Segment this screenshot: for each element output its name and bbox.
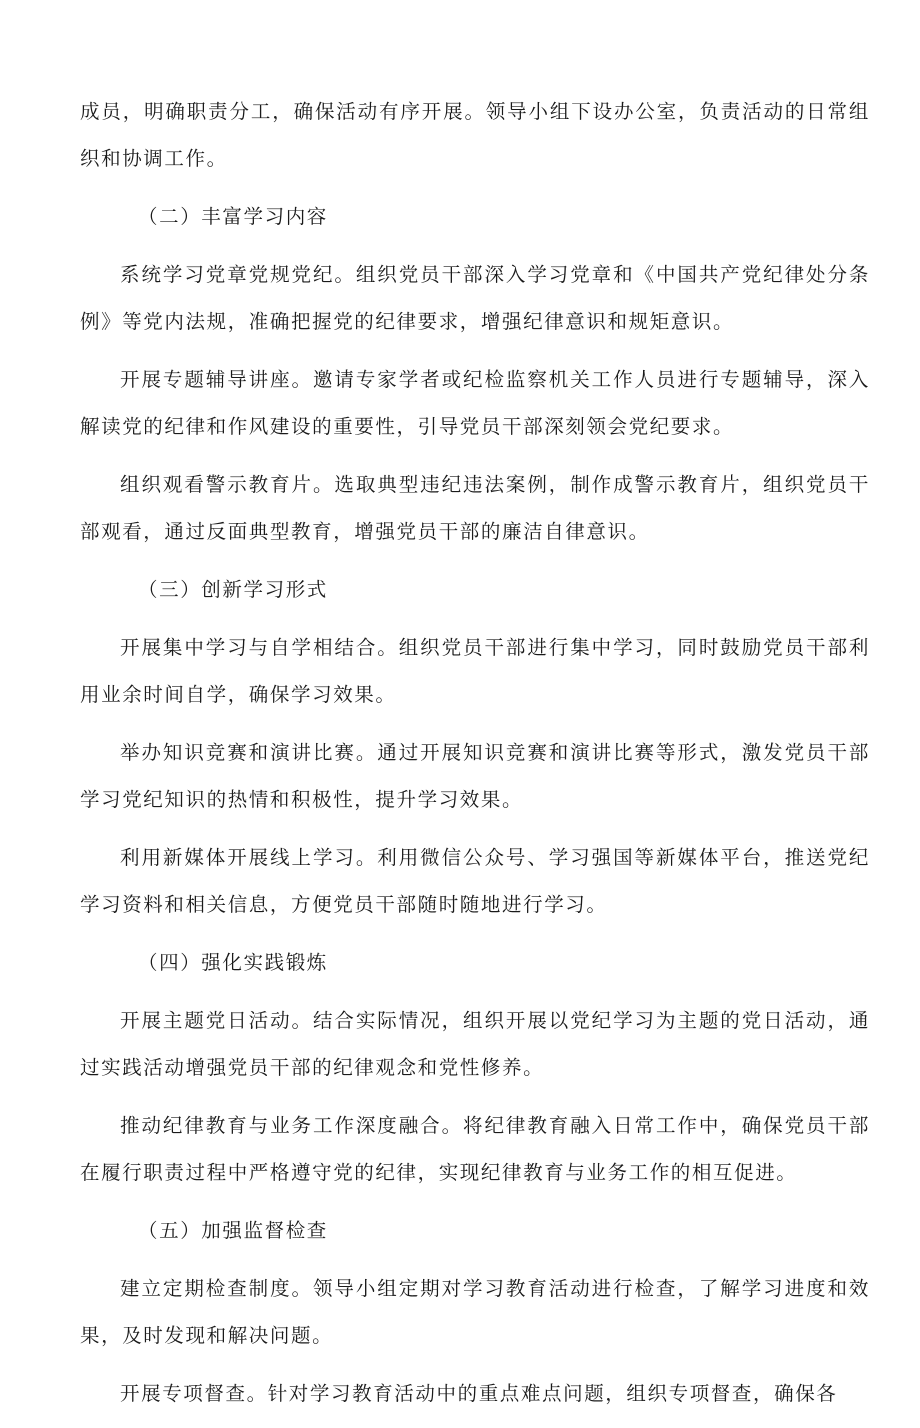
- section-heading-2: （二）丰富学习内容: [138, 205, 328, 228]
- paragraph: 开展专项督查。针对学习教育活动中的重点难点问题，组织专项督查，确保各: [120, 1382, 838, 1405]
- paragraph: 开展专题辅导讲座。邀请专家学者或纪检监察机关工作人员进行专题辅导，深入解读党的纪律和作风建设的重要性，引导党员干部深刻领会党纪要求。: [80, 368, 870, 438]
- paragraph: 系统学习党章党规党纪。组织党员干部深入学习党章和《中国共产党纪律处分条例》等党内法规，准确把握党的纪律要求，增强纪律意识和规矩意识。: [80, 263, 870, 333]
- document-body: [80, 88, 870, 1428]
- section-heading-3: （三）创新学习形式: [138, 578, 328, 601]
- section-heading-5: （五）加强监督检查: [138, 1219, 328, 1242]
- paragraph: 举办知识竞赛和演讲比赛。通过开展知识竞赛和演讲比赛等形式，激发党员干部学习党纪知识的热情和积极性，提升学习效果。: [80, 741, 870, 811]
- paragraph: 开展主题党日活动。结合实际情况，组织开展以党纪学习为主题的党日活动，通过实践活动增强党员干部的纪律观念和党性修养。: [80, 1009, 870, 1079]
- paragraph: 组织观看警示教育片。选取典型违纪违法案例，制作成警示教育片，组织党员干部观看，通过反面典型教育，增强党员干部的廉洁自律意识。: [80, 473, 870, 543]
- section-heading-4: （四）强化实践锻炼: [138, 951, 328, 974]
- paragraph: 开展集中学习与自学相结合。组织党员干部进行集中学习，同时鼓励党员干部利用业余时间自学，确保学习效果。: [80, 636, 870, 706]
- paragraph-continued: 成员，明确职责分工，确保活动有序开展。领导小组下设办公室，负责活动的日常组织和协调工作。: [80, 100, 870, 170]
- paragraph: 利用新媒体开展线上学习。利用微信公众号、学习强国等新媒体平台，推送党纪学习资料和相关信息，方便党员干部随时随地进行学习。: [80, 846, 870, 916]
- paragraph: 建立定期检查制度。领导小组定期对学习教育活动进行检查，了解学习进度和效果，及时发现和解决问题。: [80, 1277, 870, 1347]
- paragraph: 推动纪律教育与业务工作深度融合。将纪律教育融入日常工作中，确保党员干部在履行职责过程中严格遵守党的纪律，实现纪律教育与业务工作的相互促进。: [80, 1114, 870, 1184]
